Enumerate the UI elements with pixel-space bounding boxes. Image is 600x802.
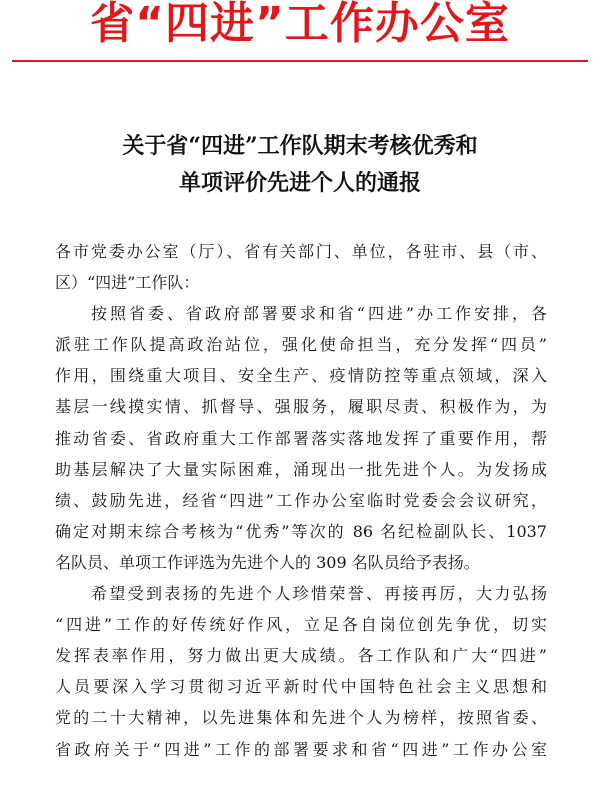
notice-title-line-1: 关于省“四进”工作队期末考核优秀和 [122,133,478,159]
paragraph-1-line: 作用，围绕重大项目、安全生产、疫情防控等重点领域，深入 [55,366,547,386]
paragraph-2-line: 发挥表率作用，努力做出更大成绩。各工作队和广大“四进” [55,646,547,666]
notice-title [0,128,600,202]
issuing-office-title: 省“四进”工作办公室 [90,0,510,49]
notice-body [55,236,547,765]
paragraph-2-line: 希望受到表扬的先进个人珍惜荣誉、再接再厉，大力弘扬 [91,584,547,604]
paragraph-2-line: 省政府关于“四进”工作的部署要求和省“四进”工作办公室 [55,739,547,759]
paragraph-1-line: 按照省委、省政府部署要求和省“四进”办工作安排，各 [91,304,547,324]
paragraph-1-line: 助基层解决了大量实际困难，涌现出一批先进个人。为发扬成 [55,459,547,479]
paragraph-1-line: 基层一线摸实情、抓督导、强服务，履职尽责、积极作为，为 [55,397,547,417]
paragraph-1-line: 推动省委、省政府重大工作部署落实落地发挥了重要作用，帮 [55,428,547,448]
paragraph-1-line: 派驻工作队提高政治站位，强化使命担当，充分发挥“四员” [55,335,547,355]
paragraph-1-line: 名队员、单项工作评选为先进个人的 309 名队员给予表扬。 [55,552,480,572]
paragraph-2-line: 人员要深入学习贯彻习近平新时代中国特色社会主义思想和 [55,677,547,697]
red-header-divider [12,60,588,62]
paragraph-2-line: “四进”工作的好传统好作风，立足各自岗位创先争优，切实 [55,615,547,635]
salutation-line: 各市党委办公室（厅）、省有关部门、单位，各驻市、县（市、 [55,242,547,261]
paragraph-1-line: 确定对期末综合考核为“优秀”等次的 86 名纪检副队长、1037 [55,521,547,541]
paragraph-1-line: 绩、鼓励先进，经省“四进”工作办公室临时党委会会议研究， [55,490,547,510]
notice-title-line-2: 单项评价先进个人的通报 [178,170,421,196]
paragraph-2-line: 党的二十大精神，以先进集体和先进个人为榜样，按照省委、 [55,708,547,728]
salutation-line: 区）“四进”工作队： [55,273,200,293]
document-header [0,0,600,54]
